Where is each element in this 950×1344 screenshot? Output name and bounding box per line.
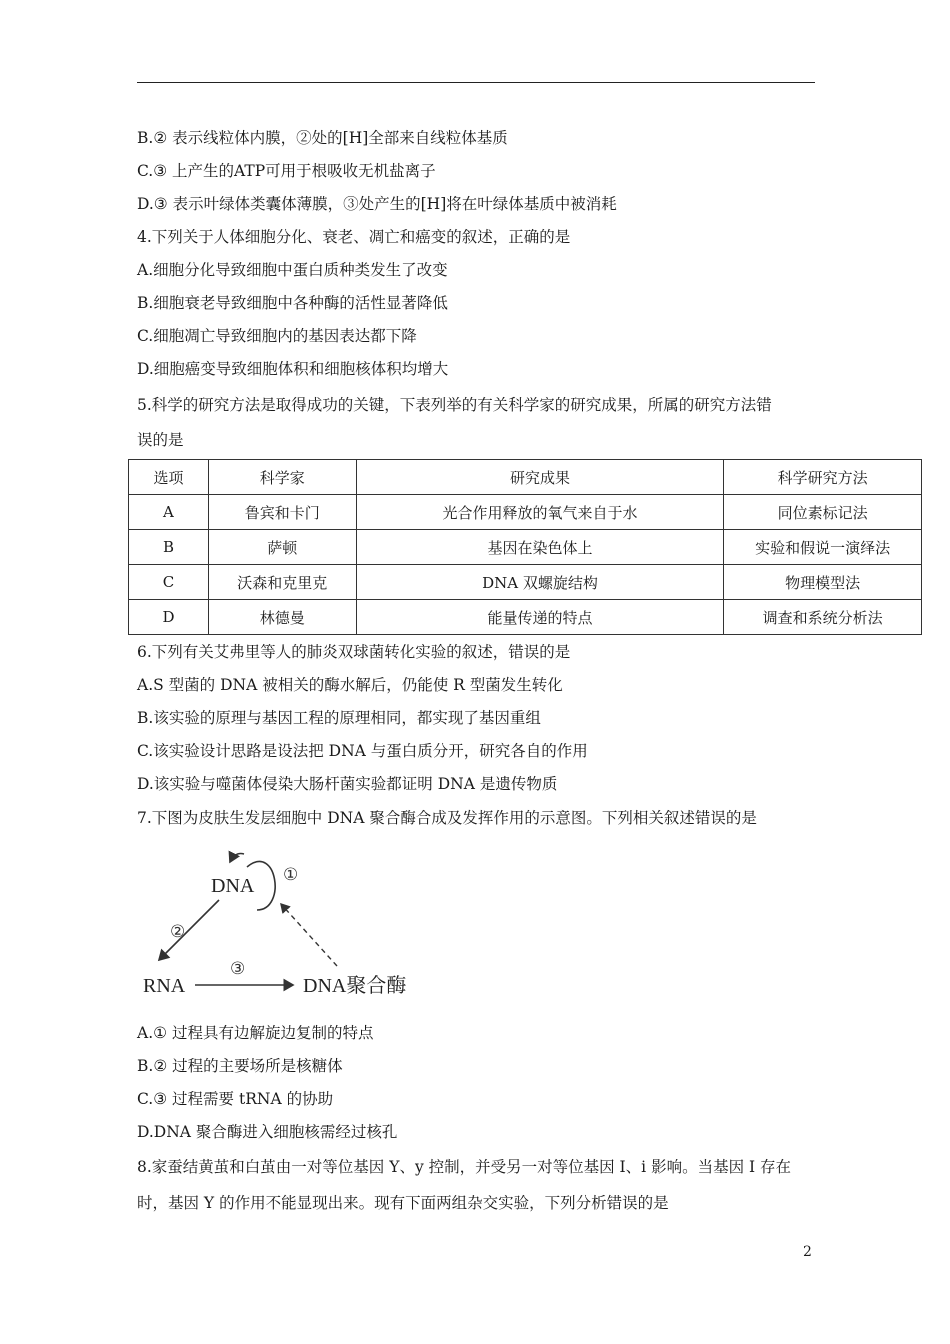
table-cell: 光合作用释放的氧气来自于水 xyxy=(356,495,724,530)
table-cell: C xyxy=(129,565,209,600)
table-cell: D xyxy=(129,600,209,635)
option-4a: A.细胞分化导致细胞中蛋白质种类发生了改变 xyxy=(137,261,448,279)
option-6b: B.该实验的原理与基因工程的原理相同，都实现了基因重组 xyxy=(137,709,541,727)
rna-label: RNA xyxy=(143,975,186,997)
table-row xyxy=(129,495,922,530)
table-header-row xyxy=(129,460,922,495)
step-2-label: ② xyxy=(170,922,186,942)
option-7c: C.③ 过程需要 tRNA 的协助 xyxy=(137,1090,334,1108)
table-cell: 物理模型法 xyxy=(724,565,922,600)
table-cell: B xyxy=(129,530,209,565)
methods-table xyxy=(128,459,922,635)
option-7d: D.DNA 聚合酶进入细胞核需经过核孔 xyxy=(137,1123,398,1141)
table-cell: 能量传递的特点 xyxy=(356,600,724,635)
header-option: 选项 xyxy=(129,460,209,495)
table-cell: 基因在染色体上 xyxy=(356,530,724,565)
option-4d: D.细胞癌变导致细胞体积和细胞核体积均增大 xyxy=(137,360,449,378)
option-6a: A.S 型菌的 DNA 被相关的酶水解后，仍能使 R 型菌发生转化 xyxy=(137,676,563,694)
dna-polymerase-diagram xyxy=(137,840,427,1000)
question-8: 8.家蚕结黄茧和白茧由一对等位基因 Y、y 控制，并受另一对等位基因 I、i 影响。当基因 I 存在 xyxy=(137,1158,792,1176)
header-scientist: 科学家 xyxy=(208,460,356,495)
table-cell: 实验和假说一演绎法 xyxy=(724,530,922,565)
option-4b: B.细胞衰老导致细胞中各种酶的活性显著降低 xyxy=(137,294,448,312)
question-7: 7.下图为皮肤生发层细胞中 DNA 聚合酶合成及发挥作用的示意图。下列相关叙述错误的是 xyxy=(137,809,757,827)
step-3-label: ③ xyxy=(230,959,246,979)
table-row xyxy=(129,565,922,600)
enzyme-feedback-arrow xyxy=(281,904,337,966)
option-6d: D.该实验与噬菌体侵染大肠杆菌实验都证明 DNA 是遗传物质 xyxy=(137,775,558,793)
header-result: 研究成果 xyxy=(356,460,724,495)
table-cell: 鲁宾和卡门 xyxy=(208,495,356,530)
question-5: 5.科学的研究方法是取得成功的关键，下表列举的有关科学家的研究成果，所属的研究方法错 xyxy=(137,396,772,414)
option-3d: D.③ 表示叶绿体类囊体薄膜，③处产生的[H]将在叶绿体基质中被消耗 xyxy=(137,195,617,213)
header-method: 科学研究方法 xyxy=(724,460,922,495)
page-number: 2 xyxy=(803,1244,812,1260)
option-7b: B.② 过程的主要场所是核糖体 xyxy=(137,1057,343,1075)
dna-label: DNA xyxy=(211,875,255,897)
step-1-label: ① xyxy=(283,865,299,885)
table-row xyxy=(129,530,922,565)
table-cell: 同位素标记法 xyxy=(724,495,922,530)
transcription-arrow xyxy=(159,900,219,960)
replication-arrowhead xyxy=(230,853,244,862)
dna-polymerase-label: DNA聚合酶 xyxy=(303,975,407,997)
header-rule xyxy=(137,82,815,83)
question-8-cont: 时，基因 Y 的作用不能显现出来。现有下面两组杂交实验，下列分析错误的是 xyxy=(137,1194,669,1212)
option-3c: C.③ 上产生的ATP可用于根吸收无机盐离子 xyxy=(137,162,436,180)
question-4: 4.下列关于人体细胞分化、衰老、凋亡和癌变的叙述，正确的是 xyxy=(137,228,571,246)
option-3b: B.② 表示线粒体内膜，②处的[H]全部来自线粒体基质 xyxy=(137,129,508,147)
question-5-cont: 误的是 xyxy=(137,431,184,449)
table-cell: 沃森和克里克 xyxy=(208,565,356,600)
table-cell: 林德曼 xyxy=(208,600,356,635)
table-cell: 萨顿 xyxy=(208,530,356,565)
option-4c: C.细胞凋亡导致细胞内的基因表达都下降 xyxy=(137,327,417,345)
table-cell: 调查和系统分析法 xyxy=(724,600,922,635)
table-cell: DNA 双螺旋结构 xyxy=(356,565,724,600)
question-6: 6.下列有关艾弗里等人的肺炎双球菌转化实验的叙述，错误的是 xyxy=(137,643,571,661)
table-cell: A xyxy=(129,495,209,530)
option-6c: C.该实验设计思路是设法把 DNA 与蛋白质分开，研究各自的作用 xyxy=(137,742,588,760)
table-row xyxy=(129,600,922,635)
option-7a: A.① 过程具有边解旋边复制的特点 xyxy=(137,1024,374,1042)
